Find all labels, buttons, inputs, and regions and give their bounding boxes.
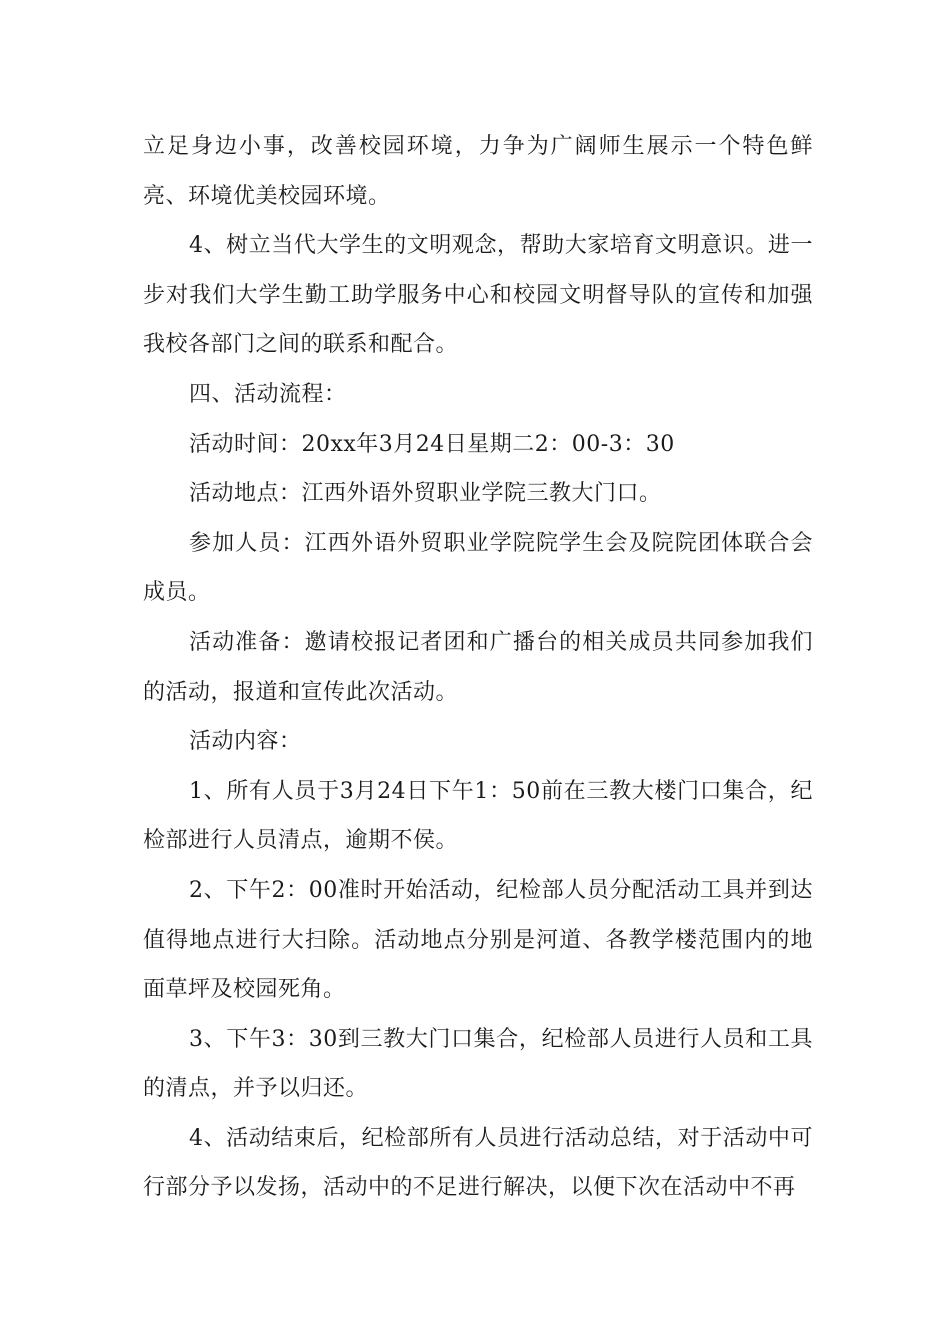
paragraph-activity-time: 活动时间：20xx年3月24日星期二2：00-3：30	[189, 431, 675, 457]
paragraph-1: 立足身边小事，改善校园环境，力争为广阔师生展示一个特色鲜亮、环境优美校园环境。	[143, 134, 813, 209]
document-body	[143, 122, 813, 1213]
paragraph-participants: 参加人员：江西外语外贸职业学院院学生会及院院团体联合会成员。	[143, 530, 813, 606]
paragraph-content-heading: 活动内容：	[189, 729, 302, 755]
paragraph-preparation: 活动准备：邀请校报记者团和广播台的相关成员共同参加我们的活动，报道和宣传此次活动。	[143, 629, 813, 705]
section-heading-activity-process: 四、活动流程：	[189, 381, 347, 407]
paragraph-2: 4、树立当代大学生的文明观念，帮助大家培育文明意识。进一步对我们大学生勤工助学服务中心和校园文明督导队的宣传和加强我校各部门之间的联系和配合。	[143, 233, 813, 358]
paragraph-step-4: 4、活动结束后，纪检部所有人员进行活动总结，对于活动中可行部分予以发扬，活动中的不足进行解决，以便下次在活动中不再	[143, 1125, 813, 1201]
paragraph-activity-location: 活动地点：江西外语外贸职业学院三教大门口。	[189, 481, 662, 507]
paragraph-step-2: 2、下午2：00准时开始活动，纪检部人员分配活动工具并到达值得地点进行大扫除。活动地点分别是河道、各教学楼范围内的地面草坪及校园死角。	[143, 877, 813, 1003]
paragraph-step-3: 3、下午3：30到三教大门口集合，纪检部人员进行人员和工具的清点，并予以归还。	[143, 1026, 813, 1102]
paragraph-step-1: 1、所有人员于3月24日下午1：50前在三教大楼门口集合，纪检部进行人员清点，逾期不侯。	[143, 778, 813, 854]
